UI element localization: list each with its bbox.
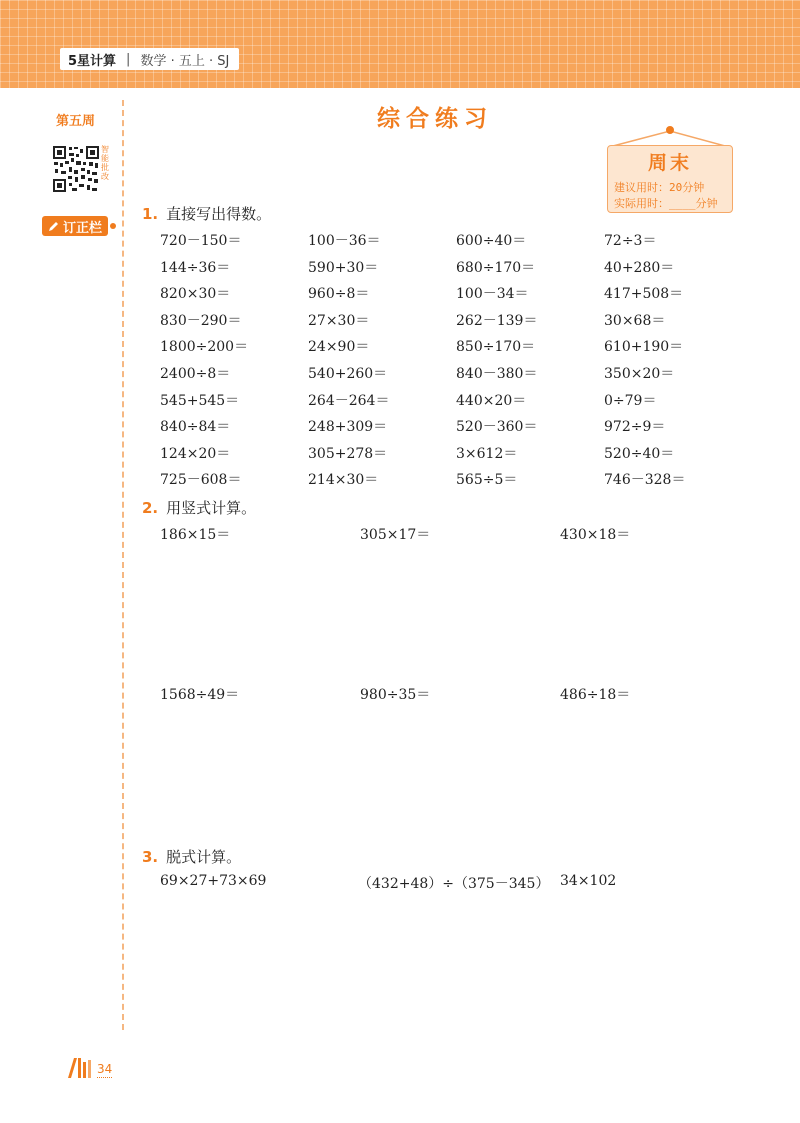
mental-math-item: 144÷36＝ xyxy=(160,259,231,276)
mental-math-item: 840÷84＝ xyxy=(160,419,231,436)
actual-time: 实际用时：____分钟 xyxy=(614,197,718,210)
time-sign xyxy=(607,145,733,213)
mental-math-item: 100－36＝ xyxy=(308,233,381,249)
correction-dot xyxy=(110,223,116,229)
mental-math-item: 305+278＝ xyxy=(308,445,388,462)
mental-math-item: 417+508＝ xyxy=(604,286,684,303)
mental-math-item: 27×30＝ xyxy=(308,312,370,329)
books-icon xyxy=(66,1056,94,1078)
brand-separator: | xyxy=(126,51,131,67)
qr-code-icon[interactable] xyxy=(52,145,100,193)
mental-math-item: 610+190＝ xyxy=(604,339,684,356)
suggested-time: 建议用时：20分钟 xyxy=(614,181,705,194)
mental-math-item: 520÷40＝ xyxy=(604,445,675,462)
mental-math-item: 960÷8＝ xyxy=(308,286,370,303)
mental-math-item: 40+280＝ xyxy=(604,259,675,276)
mental-math-item: 840－380＝ xyxy=(456,366,538,382)
vertical-calc-item: 305×17＝ xyxy=(360,527,431,543)
mental-math-item: 262－139＝ xyxy=(456,312,538,329)
vertical-calc-item: 186×15＝ xyxy=(160,527,231,543)
section-1-number: 1. xyxy=(142,205,159,223)
mental-math-item: 972÷9＝ xyxy=(604,419,666,436)
mental-math-item: 680÷170＝ xyxy=(456,259,536,276)
correction-label: 订正栏 xyxy=(62,220,102,236)
correction-column-tag xyxy=(42,216,108,236)
mental-math-item: 214×30＝ xyxy=(308,472,379,489)
mental-math-item: 440×20＝ xyxy=(456,392,527,409)
mental-math-item: 1800÷200＝ xyxy=(160,339,249,356)
mental-math-item: 100－34＝ xyxy=(456,286,529,303)
section-2-heading xyxy=(142,497,256,518)
hanger-pin-icon xyxy=(666,126,674,134)
mental-math-item: 746－328＝ xyxy=(604,472,686,489)
mental-math-item: 124×20＝ xyxy=(160,445,231,462)
mental-math-item: 725－608＝ xyxy=(160,472,242,489)
mental-math-item: 248+309＝ xyxy=(308,419,388,436)
mental-math-item: 540+260＝ xyxy=(308,366,388,382)
step-calc-item: 34×102 xyxy=(560,873,617,889)
mental-math-item: 830－290＝ xyxy=(160,312,242,329)
header-band xyxy=(0,0,800,88)
mental-math-item: 30×68＝ xyxy=(604,312,666,329)
mental-math-item: 3×612＝ xyxy=(456,445,518,462)
section-3-heading xyxy=(142,846,241,867)
sign-title: 周末 xyxy=(647,152,692,174)
section-3-number: 3. xyxy=(142,848,159,866)
page-title: 综合练习 xyxy=(377,106,493,132)
vertical-calc-item: 430×18＝ xyxy=(560,527,631,543)
mental-math-item: 590+30＝ xyxy=(308,259,379,276)
mental-math-item: 850÷170＝ xyxy=(456,339,536,356)
vertical-calc-item: 1568÷49＝ xyxy=(160,687,240,703)
mental-math-item: 600÷40＝ xyxy=(456,233,527,249)
section-1-label: 直接写出得数。 xyxy=(166,205,272,223)
mental-math-item: 0÷79＝ xyxy=(604,392,657,409)
step-calc-item: 69×27+73×69 xyxy=(160,873,267,889)
qr-caption: 智能批改 xyxy=(101,145,109,181)
mental-math-item: 565÷5＝ xyxy=(456,472,518,489)
mental-math-item: 545+545＝ xyxy=(160,392,240,409)
week-label: 第五周 xyxy=(56,114,96,129)
mental-math-item: 520－360＝ xyxy=(456,419,538,436)
mental-math-item: 720－150＝ xyxy=(160,233,242,249)
mental-math-item: 264－264＝ xyxy=(308,392,390,409)
mental-math-item: 2400÷8＝ xyxy=(160,366,231,382)
section-2-label: 用竖式计算。 xyxy=(166,499,257,517)
pencil-icon xyxy=(48,220,60,232)
margin-divider xyxy=(122,100,124,1030)
page-number: 34 xyxy=(97,1062,113,1076)
step-calc-item: （432+48）÷（375－345） xyxy=(358,876,550,892)
vertical-calc-item: 980÷35＝ xyxy=(360,687,431,703)
section-3-label: 脱式计算。 xyxy=(166,848,242,866)
section-1-heading xyxy=(142,203,271,224)
vertical-calc-item: 486÷18＝ xyxy=(560,687,631,703)
mental-math-item: 350×20＝ xyxy=(604,366,675,382)
mental-math-item: 820×30＝ xyxy=(160,286,231,303)
mental-math-item: 24×90＝ xyxy=(308,339,370,356)
mental-math-item: 72÷3＝ xyxy=(604,233,657,249)
brand-name: 5星计算 xyxy=(68,53,117,69)
book-subject: 数学 · 五上 · SJ xyxy=(140,53,230,69)
brand-tag xyxy=(60,48,239,70)
section-2-number: 2. xyxy=(142,499,159,517)
